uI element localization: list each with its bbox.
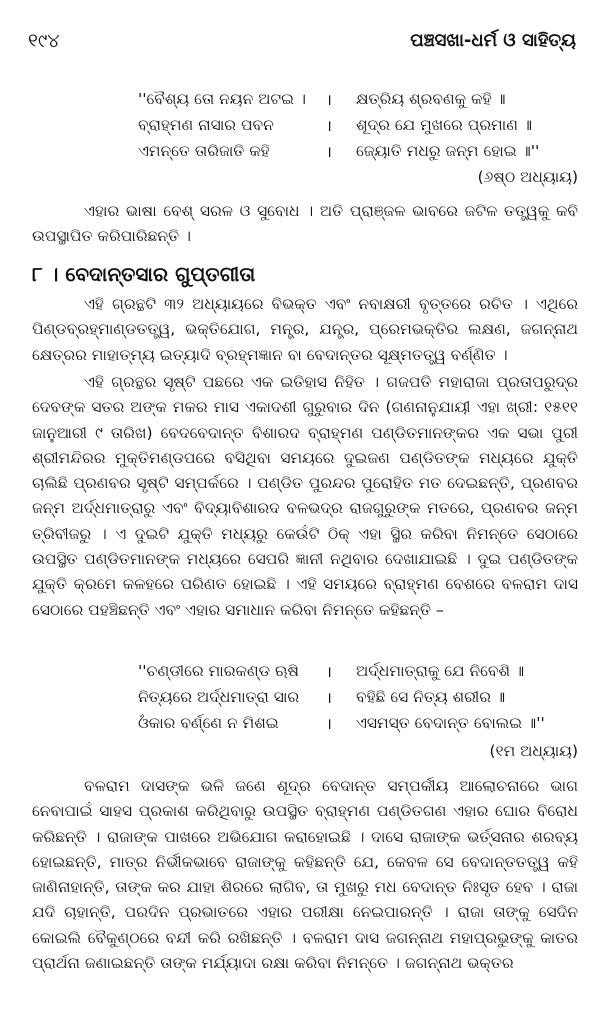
verse-left: ନିତ୍ୟରେ ଅର୍ଦ୍ଧମାତ୍ରା ସାର	[138, 687, 300, 706]
verse-separator: ।	[326, 143, 332, 161]
verse-right: ଅର୍ଦ୍ଧମାତ୍ରାକୁ ଯେ ନିବେଶି ॥	[356, 661, 525, 680]
verse-right: ଜ୍ୟୋତି ମଧରୁ ଜନ୍ମ ହୋଇ ॥''	[356, 141, 540, 160]
verse-separator: ।	[326, 91, 332, 109]
chapter-reference-2: (୧ମ ଅଧ୍ୟାୟ)	[489, 742, 578, 760]
verse-right: ବହିଛି ସେ ନିତ୍ୟ ଶରୀର ॥	[356, 687, 506, 706]
verse-left: ବ୍ରାହ୍ମଣ ନାସାର ପବନ	[138, 115, 274, 134]
paragraph-intro: ଏହି ଗ୍ରନ୍ଥଟି ୩୨ ଅଧ୍ୟାୟରେ ବିଭକ୍ତ ଏବଂ ନବାକ୍ଷରୀ ବୃତ୍ତରେ ରଚିତ । ଏଥିରେ ପିଣ୍ଡବ୍ରହ୍ମାଣ୍ଡତତ୍ତ୍ୱ, ଭକ୍ତିଯୋଗ, ମନ୍ତ୍ର, ଯନ୍ତ୍ର, ପ୍ରେମଭକ୍ତିର ଲକ୍ଷଣ, ଜଗନ୍ନାଥ କ୍ଷେତ୍ରର ମାହାତ୍ମ୍ୟ ଇତ୍ୟାଦି ବ୍ରହ୍ମଜ୍ଞାନ ବା ବେଦାନ୍ତର ସୂକ୍ଷ୍ମତତ୍ତ୍ୱ ବର୍ଣ୍ଣିତ ।	[32, 295, 578, 364]
verse-right: ଶୂଦ୍ର ଯେ ମୁଖରେ ପ୍ରମାଣ ॥	[356, 115, 532, 134]
verse-right: ଏସମସ୍ତ ବେଦାନ୍ତ ବୋଲଇ ॥''	[356, 713, 545, 732]
verse-line	[138, 710, 578, 736]
verse-separator: ।	[326, 117, 332, 135]
verse-left: ଏମନ୍ତେ ତାରିଜାତି କହି	[138, 141, 270, 160]
running-title: ପଞ୍ଚସଖା-ଧର୍ମ ଓ ସାହିତ୍ୟ	[410, 30, 576, 51]
verse-separator: ।	[326, 663, 332, 681]
paragraph-history: ଏହି ଗ୍ରନ୍ଥର ସୃଷ୍ଟି ପଛରେ ଏକ ଇତିହାସ ନିହିତ । ଗଜପତି ମହାରାଜା ପ୍ରତାପରୁଦ୍ର ଦେବଙ୍କ ସତର ଅଙ୍କ ମକର ମାସ ଏକାଦଶୀ ଗୁରୁବାର ଦିନ (ଗଣନାନୁଯାୟୀ ଏହା ଖ୍ରୀ: ୧୫୧୧ ଜାନୁଆରୀ ୯ ତାରିଖ) ବେଦବେଦାନ୍ତ ବିଶାରଦ ବ୍ରାହ୍ମଣ ପଣ୍ଡିତମାନଙ୍କର ଏକ ସଭା ପୁରୀ ଶ୍ରୀମନ୍ଦିରର ମୁକ୍ତିମଣ୍ଡପରେ ବସିଥିବା ସମୟରେ ଦୁଇଜଣ ପଣ୍ଡିତଙ୍କ ମଧ୍ୟରେ ଯୁକ୍ତି ଚାଲିଛି ପ୍ରଣବର ସୃଷ୍ଟି ସମ୍ପର୍କରେ । ପଣ୍ଡିତ ପୁରନ୍ଦର ପୁରୋହିତ ମତ ଦେଇଛନ୍ତି, ପ୍ରଣବର ଜନ୍ମ ଅର୍ଦ୍ଧମାତ୍ରାରୁ ଏବଂ ବିଦ୍ୟାବିଶାରଦ ବଳଭଦ୍ର ରାଜଗୁରୁଙ୍କ ମତରେ, ପ୍ରଣବର ଜନ୍ମ ତ୍ରିବୀଜରୁ । ଏ ଦୁଇଟି ଯୁକ୍ତି ମଧ୍ୟରୁ କେଉଁଟି ଠିକ୍ ଏହା ସ୍ଥିର କରିବା ନିମନ୍ତେ ସେଠାରେ ଉପସ୍ଥିତ ପଣ୍ଡିତମାନଙ୍କ ମଧ୍ୟରେ ସେପରି ଜ୍ଞାନୀ ନଥିବାର ଦେଖାଯାଇଛି । ଦୁଇ ପଣ୍ଡିତଙ୍କ ଯୁକ୍ତି କ୍ରମେ କଳହରେ ପରିଣତ ହୋଇଛି । ଏହି ସମୟରେ ବ୍ରାହ୍ମଣ ବେଶରେ ବଳରାମ ଦାସ ସେଠାରେ ପହଞ୍ଚିଛନ୍ତି ଏବଂ ଏହାର ସମାଧାନ କରିବା ନିମନ୍ତେ କହିଛନ୍ତି –	[32, 373, 578, 619]
page-number: ୧୯୪	[28, 30, 60, 52]
verse-separator: ।	[326, 715, 332, 733]
verse-separator: ।	[326, 689, 332, 707]
verse-left: ''ବୈଶ୍ୟ ତୋ ନୟନ ଅଟଇ ।	[138, 89, 306, 108]
verse-right: କ୍ଷତ୍ରିୟ ଶ୍ରବଣକୁ କହି ॥	[356, 89, 506, 108]
verse-line	[138, 112, 578, 138]
verse-left: ଓଁକାର ବର୍ଣ୍ଣେ ନ ମିଶଇ	[138, 713, 279, 732]
paragraph-language: ଏହାର ଭାଷା ବେଶ୍ ସରଳ ଓ ସୁବୋଧ । ଅତି ପ୍ରାଞ୍ଜଳ ଭାବରେ ଜଟିଳ ତତ୍ତ୍ୱକୁ କବି ଉପସ୍ଥାପିତ କରିପାରିଛନ୍ତି ।	[32, 202, 578, 246]
paragraph-balaram: ବଳରାମ ଦାସଙ୍କ ଭଳି ଜଣେ ଶୂଦ୍ର ବେଦାନ୍ତ ସମ୍ପର୍କୀୟ ଆଲୋଚନାରେ ଭାଗ ନେବାପାଇଁ ସାହସ ପ୍ରକାଶ କରିଥିବାରୁ ଉପସ୍ଥିତ ବ୍ରାହ୍ମଣ ପଣ୍ଡିତଗଣ ଏହାର ଘୋର ବିରୋଧ କରିଛନ୍ତି । ରାଜାଙ୍କ ପାଖରେ ଅଭିଯୋଗ କରାହୋଇଛି । ଦାସେ ରାଜାଙ୍କ ଭର୍ତ୍ସନାର ଶରବ୍ୟ ହୋଇଛନ୍ତି, ମାତ୍ର ନିର୍ଭୀକଭାବେ ରାଜାଙ୍କୁ କହିଛନ୍ତି ଯେ, କେବଳ ସେ ବେଦାନ୍ତତତ୍ତ୍ୱ କହି ଜାଣିନାହାନ୍ତି, ତାଙ୍କ କର ଯାହା ଶିରରେ ଲାଗିବ, ତା ମୁଖରୁ ମଧ ବେଦାନ୍ତ ନିଃସୃତ ହେବ । ରାଜା ଯଦି ଚାହାନ୍ତି, ପରଦିନ ପ୍ରଭାତରେ ଏହାର ପରୀକ୍ଷା ନେଇପାରନ୍ତି । ରାଜା ତାଙ୍କୁ ସେଦିନ କୋଇଲି ବୈକୁଣ୍ଠରେ ବନ୍ଦୀ କରି ରଖିଛନ୍ତି । ବଳରାମ ଦାସ ଜଗନ୍ନାଥ ମହାପ୍ରଭୁଙ୍କୁ କାତର ପ୍ରାର୍ଥନା ଜଣାଇଛନ୍ତି ତାଙ୍କ ମର୍ଯ୍ୟାଦା ରକ୍ଷା କରିବା ନିମନ୍ତେ । ଜଗନ୍ନାଥ ଭକ୍ତର	[32, 777, 578, 973]
section-heading: ୮ । ବେଦାନ୍ତସାର ଗୁପ୍ତଗୀତା	[32, 262, 256, 286]
verse-line	[138, 684, 578, 710]
chapter-reference-1: (୬ଷ୍ଠ ଅଧ୍ୟାୟ)	[477, 168, 578, 186]
verse-line	[138, 86, 578, 112]
verse-line	[138, 658, 578, 684]
page-header	[16, 26, 582, 60]
verse-block-2	[138, 658, 578, 736]
verse-line	[138, 138, 578, 164]
verse-left: ''ଚଣ୍ଡୀରେ ମାରକଣ୍ଡ ଋଷି	[138, 661, 299, 680]
verse-block-1	[138, 86, 578, 164]
